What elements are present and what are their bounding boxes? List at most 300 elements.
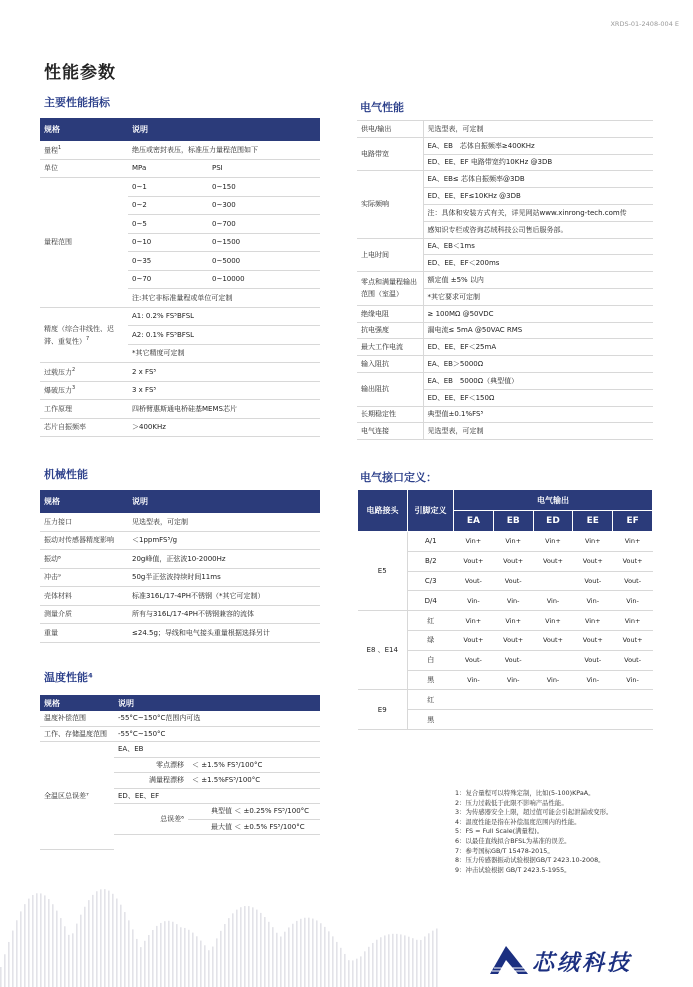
table-row xyxy=(40,307,320,326)
pin-signal: Vout+ xyxy=(454,630,494,650)
row-value: -55°C~150°C范围内可选 xyxy=(114,711,320,726)
row-label xyxy=(40,418,128,437)
pin-name: 红 xyxy=(408,611,454,631)
row-value: *其它精度可定制 xyxy=(128,344,320,363)
pin-signal: Vin- xyxy=(573,670,613,690)
table-row xyxy=(357,238,653,255)
row-value: 3 x FS⁵ xyxy=(128,381,320,400)
pin-signal: Vout- xyxy=(573,650,613,670)
row-label: 壳体材料 xyxy=(40,587,128,606)
pin-signal xyxy=(454,690,494,710)
footnote-item: 7：参考国标GB/T 15478-2015。 xyxy=(455,846,554,855)
wave-bar xyxy=(52,904,54,987)
row-label-text: 工作原理 xyxy=(44,404,72,413)
col-output: 电气输出 xyxy=(454,490,653,511)
wave-bar xyxy=(256,910,258,987)
wave-bar xyxy=(264,917,266,987)
pin-signal: Vout+ xyxy=(454,551,494,571)
wave-bar xyxy=(108,891,110,987)
typ-value: ＜ ±0.25% FS⁵/100°C xyxy=(234,807,310,816)
max-label: 最大值 xyxy=(211,822,232,831)
wave-bar xyxy=(56,911,58,987)
wave-bar xyxy=(116,899,118,987)
wave-bar xyxy=(136,939,138,987)
pin-name: 红 xyxy=(408,690,454,710)
wave-bar xyxy=(80,915,82,987)
row-label: 电路带宽 xyxy=(357,137,423,171)
footnote-item: 9：冲击试验根据 GB/T 2423.5-1955。 xyxy=(455,865,571,874)
table-row xyxy=(40,568,320,587)
wave-bar xyxy=(28,899,30,987)
row-value: 2 x FS⁵ xyxy=(128,363,320,382)
wave-bar xyxy=(372,943,374,987)
col-desc: 说明 xyxy=(128,490,320,513)
wave-bar xyxy=(300,919,302,987)
table-row xyxy=(40,400,320,419)
pin-signal: Vout- xyxy=(573,571,613,591)
wave-bar xyxy=(172,922,174,987)
col-desc: 说明 xyxy=(114,695,320,711)
row-value: EA、EB＜1ms xyxy=(423,238,653,255)
wave-bar xyxy=(408,937,410,987)
wave-bar xyxy=(436,928,438,987)
main-spec-title: 主要性能指标 xyxy=(44,96,110,109)
range-psi: 0~300 xyxy=(208,196,320,215)
col-output-ef: EF xyxy=(613,511,653,532)
col-output-ea: EA xyxy=(454,511,494,532)
row-label: 冲击⁹ xyxy=(40,568,128,587)
row-label: 抗电强度 xyxy=(357,322,423,339)
wave-bar xyxy=(352,960,354,987)
wave-bar xyxy=(120,905,122,987)
wave-bar xyxy=(280,937,282,987)
row-value: ED、EE、EF≤10KHz @3DB xyxy=(423,188,653,205)
pin-signal xyxy=(573,710,613,730)
footnote-ref: 2 xyxy=(72,366,76,373)
col-spec: 规格 xyxy=(40,695,114,711)
pin-signal: Vin+ xyxy=(573,532,613,552)
footnotes xyxy=(455,789,612,875)
wave-bar xyxy=(88,900,90,987)
pin-name: C/3 xyxy=(408,571,454,591)
footnote-ref: 7 xyxy=(86,335,90,342)
temp-table xyxy=(40,695,320,850)
table-row xyxy=(40,178,320,197)
footnote-item: 4：温度性能是指在补偿温度范围内的性能。 xyxy=(455,817,581,826)
max-value: ＜ ±0.5% FS⁵/100°C xyxy=(234,822,305,831)
range-mpa: 0~2 xyxy=(128,196,208,215)
group-ea-eb: EA、EB xyxy=(114,742,320,758)
table-row xyxy=(357,356,653,373)
pin-signal: Vin- xyxy=(573,591,613,611)
pin-name: D/4 xyxy=(408,591,454,611)
temp-title: 温度性能⁴ xyxy=(44,671,93,684)
pin-signal: Vin+ xyxy=(454,532,494,552)
table-row xyxy=(40,605,320,624)
pin-name: 白 xyxy=(408,650,454,670)
wave-bar xyxy=(368,947,370,987)
row-value: -55°C~150°C xyxy=(114,726,320,742)
pin-signal: Vin+ xyxy=(533,532,573,552)
wave-bar xyxy=(276,933,278,987)
range-mpa: 0~10 xyxy=(128,233,208,252)
pin-signal: Vin- xyxy=(613,591,653,611)
wave-bar xyxy=(376,940,378,987)
pin-signal: Vout+ xyxy=(493,630,533,650)
row-label: 重量 xyxy=(40,624,128,643)
row-value: ED、EE、EF＜200ms xyxy=(423,255,653,272)
wave-bar xyxy=(68,935,70,987)
pin-signal: Vin- xyxy=(493,670,533,690)
mech-table xyxy=(40,490,320,643)
wave-bar xyxy=(176,924,178,987)
row-label: 量程范围 xyxy=(40,178,128,308)
wave-bar xyxy=(396,934,398,987)
wave-bar xyxy=(304,918,306,987)
wave-bar xyxy=(24,904,26,987)
table-row xyxy=(357,322,653,339)
range-psi: 0~10000 xyxy=(208,270,320,289)
wave-bar xyxy=(392,934,394,987)
footnote-item: 2：压力过载低于此限不影响产品性能。 xyxy=(455,798,568,807)
wave-bar xyxy=(200,941,202,987)
wave-bar xyxy=(128,920,130,987)
wave-bar xyxy=(284,932,286,987)
wave-bar xyxy=(104,889,106,987)
row-label xyxy=(40,400,128,419)
pin-signal xyxy=(533,710,573,730)
wave-bar xyxy=(400,934,402,987)
pin-signal: Vin+ xyxy=(613,611,653,631)
table-row xyxy=(40,550,320,569)
row-value: 注：具体和安装方式有关，详见网站www.xinrong-tech.com传 xyxy=(423,204,653,221)
range-psi: 0~5000 xyxy=(208,252,320,271)
iface-title: 电气接口定义： xyxy=(360,471,437,484)
wave-bar xyxy=(344,954,346,987)
table-row xyxy=(358,611,653,631)
row-value: *其它要求可定制 xyxy=(423,288,653,305)
iface-section xyxy=(357,489,653,730)
row-value: ≥ 100MΩ @50VDC xyxy=(423,305,653,322)
wave-bar xyxy=(4,954,6,987)
pin-signal: Vin- xyxy=(493,591,533,611)
wave-bar xyxy=(164,921,166,987)
table-row xyxy=(357,372,653,389)
row-label: 振动对传感器精度影响 xyxy=(40,531,128,550)
row-label-text: 量程 xyxy=(44,145,58,154)
range-mpa: 0~5 xyxy=(128,215,208,234)
wave-bar xyxy=(356,959,358,987)
wave-bar xyxy=(380,937,382,987)
full-drift-label: 满量程漂移 xyxy=(140,773,188,789)
col-spec: 规格 xyxy=(40,118,128,141)
wave-bar xyxy=(192,933,194,987)
row-value: 见选型表，可定制 xyxy=(128,513,320,531)
wave-bar xyxy=(240,907,242,987)
total-error-label: 全温区总误差⁷ xyxy=(40,742,114,850)
pin-name: 黑 xyxy=(408,710,454,730)
wave-bar xyxy=(92,895,94,987)
pin-signal: Vin- xyxy=(533,591,573,611)
table-row xyxy=(40,363,320,382)
pin-signal: Vin+ xyxy=(613,532,653,552)
footnote-item: 1：复合量程可以特殊定制，比如(5-100)KPaA。 xyxy=(455,789,595,797)
table-row xyxy=(40,141,320,159)
pin-signal: Vin+ xyxy=(533,611,573,631)
wave-bar xyxy=(424,936,426,987)
row-value: 额定值 ±5% 以内 xyxy=(423,272,653,289)
wave-bar xyxy=(212,947,214,987)
row-value: 见选型表，可定制 xyxy=(423,423,653,440)
wave-bar xyxy=(312,919,314,987)
wave-bar xyxy=(244,906,246,987)
wave-bar xyxy=(220,931,222,987)
row-value: 绝压或密封表压，标准压力量程范围如下 xyxy=(128,141,320,159)
row-value: ED、EE、EF＜25mA xyxy=(423,339,653,356)
row-label-text: 过载压力 xyxy=(44,367,72,376)
wave-bar xyxy=(268,922,270,987)
wave-bar xyxy=(204,945,206,987)
wave-bar xyxy=(248,906,250,987)
wave-bar xyxy=(96,891,98,987)
wave-bar xyxy=(36,893,38,987)
brand-name: 芯绒科技 xyxy=(532,951,633,976)
row-value: ED、EE、EF 电路带宽约10KHz @3DB xyxy=(423,154,653,171)
wave-bar xyxy=(20,911,22,987)
pin-signal: Vout- xyxy=(493,650,533,670)
typ-label: 典型值 xyxy=(211,807,232,816)
row-label xyxy=(40,159,128,178)
wave-bar xyxy=(112,894,114,987)
pin-signal xyxy=(533,650,573,670)
row-label: 上电时间 xyxy=(357,238,423,272)
row-value: EA、EB 5000Ω（典型值） xyxy=(423,372,653,389)
pin-signal: Vin+ xyxy=(493,611,533,631)
full-drift-value: ＜ ±1.5%FS⁵/100°C xyxy=(188,773,320,789)
pin-signal xyxy=(454,710,494,730)
col-desc: 说明 xyxy=(128,118,320,141)
pin-name: 绿 xyxy=(408,630,454,650)
pin-signal xyxy=(573,690,613,710)
wave-bar xyxy=(208,950,210,987)
range-note: 注:其它非标准量程或单位可定制 xyxy=(128,289,320,308)
wave-bar xyxy=(260,913,262,987)
wave-bar xyxy=(340,948,342,987)
range-psi: 0~1500 xyxy=(208,233,320,252)
zero-drift-value: ＜ ±1.5% FS⁵/100°C xyxy=(188,757,320,773)
footnote-ref: 3 xyxy=(72,385,76,392)
row-label xyxy=(40,363,128,382)
wave-bar xyxy=(64,926,66,987)
pin-signal xyxy=(533,690,573,710)
group-ed-ee-ef: ED、EE、EF xyxy=(114,788,320,804)
wave-bar xyxy=(84,907,86,987)
row-label: 输入阻抗 xyxy=(357,356,423,373)
footnote-item: 6：以最佳直线拟合BFSL为基准的误差。 xyxy=(455,836,571,845)
pin-signal xyxy=(613,710,653,730)
table-row xyxy=(357,121,653,137)
row-label: 温度补偿范围 xyxy=(40,711,114,726)
elec-title: 电气性能 xyxy=(360,101,404,114)
table-row xyxy=(357,423,653,440)
pin-name: A/1 xyxy=(408,532,454,552)
row-value: EA、EB 芯体自振频率≥400KHz xyxy=(423,137,653,154)
wave-bar xyxy=(416,940,418,987)
row-label: 测量介质 xyxy=(40,605,128,624)
col-output-ee: EE xyxy=(573,511,613,532)
pin-signal: Vout- xyxy=(613,571,653,591)
decorative-wave xyxy=(0,828,440,987)
mech-section xyxy=(40,490,320,643)
wave-bar xyxy=(100,889,102,987)
row-label: 实际频响 xyxy=(357,171,423,238)
pin-signal xyxy=(493,690,533,710)
table-row xyxy=(40,381,320,400)
table-row xyxy=(357,339,653,356)
wave-bar xyxy=(228,918,230,987)
wave-bar xyxy=(60,918,62,987)
pin-signal: Vin- xyxy=(454,670,494,690)
range-mpa: 0~35 xyxy=(128,252,208,271)
wave-bar xyxy=(144,941,146,987)
range-psi: 0~150 xyxy=(208,178,320,197)
footnote-ref: 1 xyxy=(58,144,62,151)
wave-bar xyxy=(324,927,326,987)
row-label xyxy=(40,381,128,400)
wave-bar xyxy=(320,923,322,987)
wave-bar xyxy=(16,920,18,987)
footnote-item: 5：FS = Full Scale(满量程)。 xyxy=(455,827,544,836)
pin-signal: Vout+ xyxy=(613,630,653,650)
row-value: A1: 0.2% FS⁵BFSL xyxy=(128,307,320,326)
wave-bar xyxy=(288,927,290,987)
range-mpa: 0~1 xyxy=(128,178,208,197)
zero-drift-label: 零点漂移 xyxy=(140,757,188,773)
row-value: ＞400KHz xyxy=(128,418,320,437)
row-label: 供电/输出 xyxy=(357,121,423,137)
row-label-text: 爆破压力 xyxy=(44,386,72,395)
main-spec-section xyxy=(40,118,320,437)
row-label-text: 精度（综合非线性、迟滞、重复性） xyxy=(44,324,114,345)
wave-bar xyxy=(252,907,254,987)
wave-bar xyxy=(308,918,310,987)
col-pin: 引脚定义 xyxy=(408,490,454,532)
pin-signal: Vin- xyxy=(613,670,653,690)
table-row xyxy=(357,137,653,154)
wave-bar xyxy=(124,912,126,987)
row-value: A2: 0.1% FS⁵BFSL xyxy=(128,326,320,345)
wave-bar xyxy=(404,935,406,987)
wave-bar xyxy=(296,921,298,987)
total-err-label: 总误差⁶ xyxy=(140,804,188,835)
pin-signal: Vin- xyxy=(454,591,494,611)
unit-psi: PSI xyxy=(208,159,320,178)
wave-bar xyxy=(0,967,2,987)
main-spec-table xyxy=(40,118,320,437)
wave-bar xyxy=(72,933,74,987)
footnote-item: 8：压力传感器振动试验根据GB/T 2423.10-2008。 xyxy=(455,856,605,865)
col-output-eb: EB xyxy=(493,511,533,532)
wave-bar xyxy=(160,923,162,987)
col-output-ed: ED xyxy=(533,511,573,532)
elec-section xyxy=(357,120,653,440)
footnote-item: 3：为传感器安全上限，超过值可能会引起泄漏或变形。 xyxy=(455,808,613,817)
row-value: 标准316L/17-4PH不锈钢（*其它可定制） xyxy=(128,587,320,606)
wave-bar xyxy=(316,920,318,987)
row-label: 电气连接 xyxy=(357,423,423,440)
wave-bar xyxy=(388,934,390,987)
wave-bar xyxy=(412,938,414,987)
brand-logo-icon xyxy=(488,942,530,976)
wave-bar xyxy=(364,951,366,987)
row-value: 50g半正弦波持续时间11ms xyxy=(128,568,320,587)
wave-bar xyxy=(48,899,50,987)
row-value: 典型值±0.1%FS⁵ xyxy=(423,406,653,423)
pin-signal xyxy=(493,710,533,730)
page-title: 性能参数 xyxy=(44,63,116,83)
table-row xyxy=(40,159,320,178)
pin-signal: Vout- xyxy=(454,650,494,670)
table-row xyxy=(357,272,653,289)
pin-signal: Vout+ xyxy=(573,551,613,571)
wave-bar xyxy=(328,931,330,987)
mech-title: 机械性能 xyxy=(44,468,88,481)
table-row xyxy=(40,587,320,606)
table-row xyxy=(40,531,320,550)
temp-section xyxy=(40,695,320,850)
wave-bar xyxy=(76,924,78,987)
wave-bar xyxy=(292,924,294,987)
wave-bar xyxy=(384,935,386,987)
row-value: EA、EB＞5000Ω xyxy=(423,356,653,373)
row-label: 工作、存储温度范围 xyxy=(40,726,114,742)
row-value: EA、EB≤ 芯体自振频率@3DB xyxy=(423,171,653,188)
pin-name: B/2 xyxy=(408,551,454,571)
row-label-text: 芯片自振频率 xyxy=(44,423,86,432)
row-label: 输出阻抗 xyxy=(357,372,423,406)
row-value: ＜1ppmFS⁵/g xyxy=(128,531,320,550)
row-label-text: 单位 xyxy=(44,164,58,173)
row-value: 感知识专栏或咨询芯绒科技公司售后服务部。 xyxy=(423,221,653,238)
pin-signal: Vout- xyxy=(454,571,494,591)
connector-name: E9 xyxy=(358,690,408,730)
row-label: 零点和满量程输出范围（室温） xyxy=(357,272,423,306)
connector-name: E8 、E14 xyxy=(358,611,408,690)
unit-mpa: MPa xyxy=(128,159,208,178)
wave-bar xyxy=(8,942,10,987)
row-label: 最大工作电流 xyxy=(357,339,423,356)
wave-bar xyxy=(140,947,142,987)
connector-name: E5 xyxy=(358,532,408,611)
pin-signal: Vout+ xyxy=(533,630,573,650)
wave-bar xyxy=(168,921,170,987)
wave-bar xyxy=(184,928,186,987)
elec-table xyxy=(357,121,653,440)
range-psi: 0~700 xyxy=(208,215,320,234)
pin-signal: Vin+ xyxy=(454,611,494,631)
row-value: 20g峰值，正弦波10-2000Hz xyxy=(128,550,320,569)
wave-bar xyxy=(336,942,338,987)
wave-bar xyxy=(432,931,434,987)
pin-signal: Vout+ xyxy=(533,551,573,571)
pin-signal: Vin+ xyxy=(573,611,613,631)
pin-signal: Vin+ xyxy=(493,532,533,552)
wave-bar xyxy=(196,936,198,987)
wave-bar xyxy=(272,927,274,987)
row-label: 长期稳定性 xyxy=(357,406,423,423)
wave-bar xyxy=(420,940,422,987)
row-value: 见选型表，可定制 xyxy=(423,121,653,137)
